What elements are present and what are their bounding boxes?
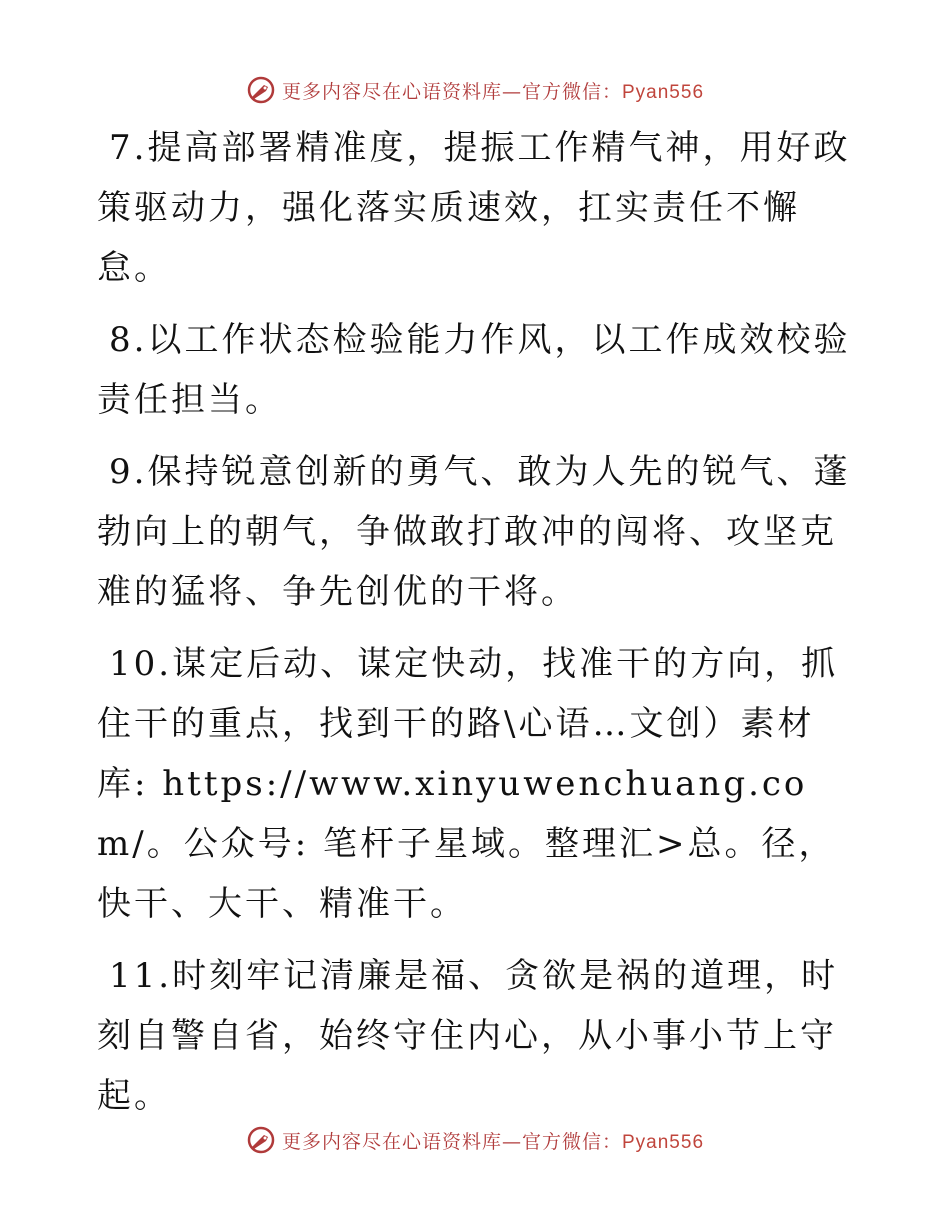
paragraph-11 <box>97 946 857 1126</box>
banner-text: 更多内容尽在心语资料库—官方微信：Pyan556 <box>281 80 705 103</box>
paragraph-text: 以工作状态检验能力作风，以工作成效校验责任担当。 <box>97 320 851 420</box>
banner-text: 更多内容尽在心语资料库—官方微信：Pyan556 <box>281 1130 705 1153</box>
paragraph-text: 时刻牢记清廉是福、贪欲是祸的道理，时刻自警自省，始终守住内心，从小事小节上守起。 <box>97 956 839 1116</box>
paragraph-7 <box>97 118 857 298</box>
paragraph-number: 9. <box>109 452 148 492</box>
wechat-id: Pyan556 <box>622 81 705 103</box>
paragraph-number: 8. <box>109 320 148 360</box>
paragraph-number: 11. <box>109 956 173 996</box>
paragraph-text: 保持锐意创新的勇气、敢为人先的锐气、蓬勃向上的朝气，争做敢打敢冲的闯将、攻坚克难的猛将、争先创优的干将。 <box>97 452 851 612</box>
paragraph-10 <box>97 634 857 934</box>
paragraph-text: 提高部署精准度，提振工作精气神，用好政策驱动力，强化落实质速效，扛实责任不懈怠。 <box>97 128 851 288</box>
paragraph-8 <box>97 310 857 430</box>
pen-nib-logo-icon <box>246 1125 276 1155</box>
wechat-id: Pyan556 <box>622 1131 705 1153</box>
footer-watermark-banner <box>0 1120 950 1160</box>
paragraph-number: 10. <box>109 644 173 684</box>
pen-nib-logo-icon <box>246 75 276 105</box>
paragraph-number: 7. <box>109 128 148 168</box>
paragraph-text: 谋定后动、谋定快动，找准干的方向，抓住干的重点，找到干的路\心语…文创）素材库: https://www.xinyuwenchuang.com/。公众号: 笔杆子星域。整理汇>总。径，快干、大干、精准干。 <box>97 644 839 924</box>
paragraph-9 <box>97 442 857 622</box>
document-body <box>97 118 857 1138</box>
header-watermark-banner <box>0 70 950 110</box>
